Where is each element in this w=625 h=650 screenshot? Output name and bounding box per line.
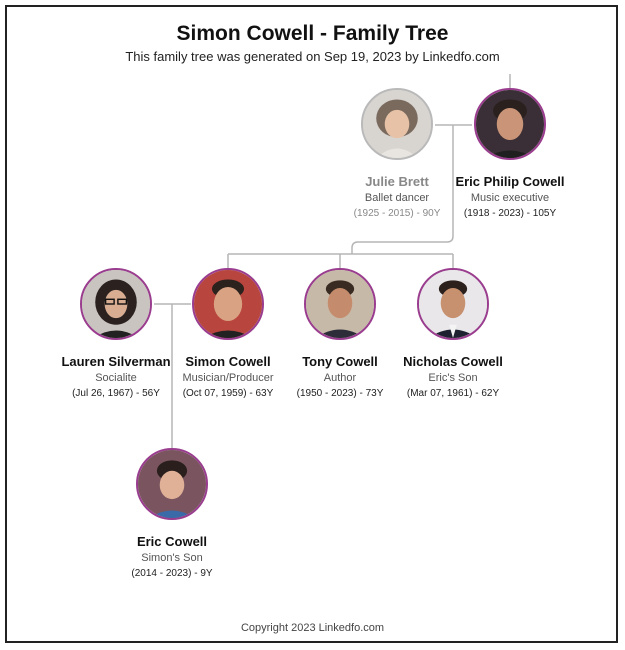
avatar [474,88,546,160]
person-dates: (1950 - 2023) - 73Y [296,388,384,399]
person-dates: (1925 - 2015) - 90Y [353,208,441,219]
person-role: Musician/Producer [182,372,274,384]
person-dates: (Jul 26, 1967) - 56Y [72,388,160,399]
person-eric-philip-cowell[interactable] [440,88,580,219]
person-dates: (2014 - 2023) - 9Y [131,568,213,579]
person-role: Author [323,372,357,384]
avatar [80,268,152,340]
person-role: Eric's Son [428,372,478,384]
person-dates: (1918 - 2023) - 105Y [463,208,557,219]
person-name: Julie Brett [365,174,429,189]
person-role: Ballet dancer [364,192,430,204]
person-dates: (Oct 07, 1959) - 63Y [182,388,274,399]
portrait-icon [419,270,487,338]
person-role: Socialite [95,372,137,384]
portrait-icon [138,450,206,518]
portrait-icon [194,270,262,338]
portrait-icon [476,90,544,158]
portrait-icon [306,270,374,338]
person-name: Tony Cowell [302,354,378,369]
person-dates: (Mar 07, 1961) - 62Y [406,388,500,399]
person-name: Simon Cowell [185,354,271,369]
person-nicholas-cowell[interactable] [383,268,523,399]
avatar [304,268,376,340]
person-role: Music executive [470,192,550,204]
avatar [192,268,264,340]
person-eric-cowell[interactable] [102,448,242,579]
page-title: Simon Cowell - Family Tree [176,22,449,45]
avatar [361,88,433,160]
avatar [136,448,208,520]
person-name: Lauren Silverman [61,354,171,369]
portrait-icon [82,270,150,338]
page-subtitle: This family tree was generated on Sep 19, 2023 by Linkedfo.com [125,49,500,64]
person-name: Eric Philip Cowell [455,174,565,189]
person-role: Simon's Son [141,552,203,564]
avatar [417,268,489,340]
person-name: Eric Cowell [136,534,208,549]
copyright-text: Copyright 2023 Linkedfo.com [240,622,385,634]
person-name: Nicholas Cowell [403,354,503,369]
portrait-icon [363,90,431,158]
